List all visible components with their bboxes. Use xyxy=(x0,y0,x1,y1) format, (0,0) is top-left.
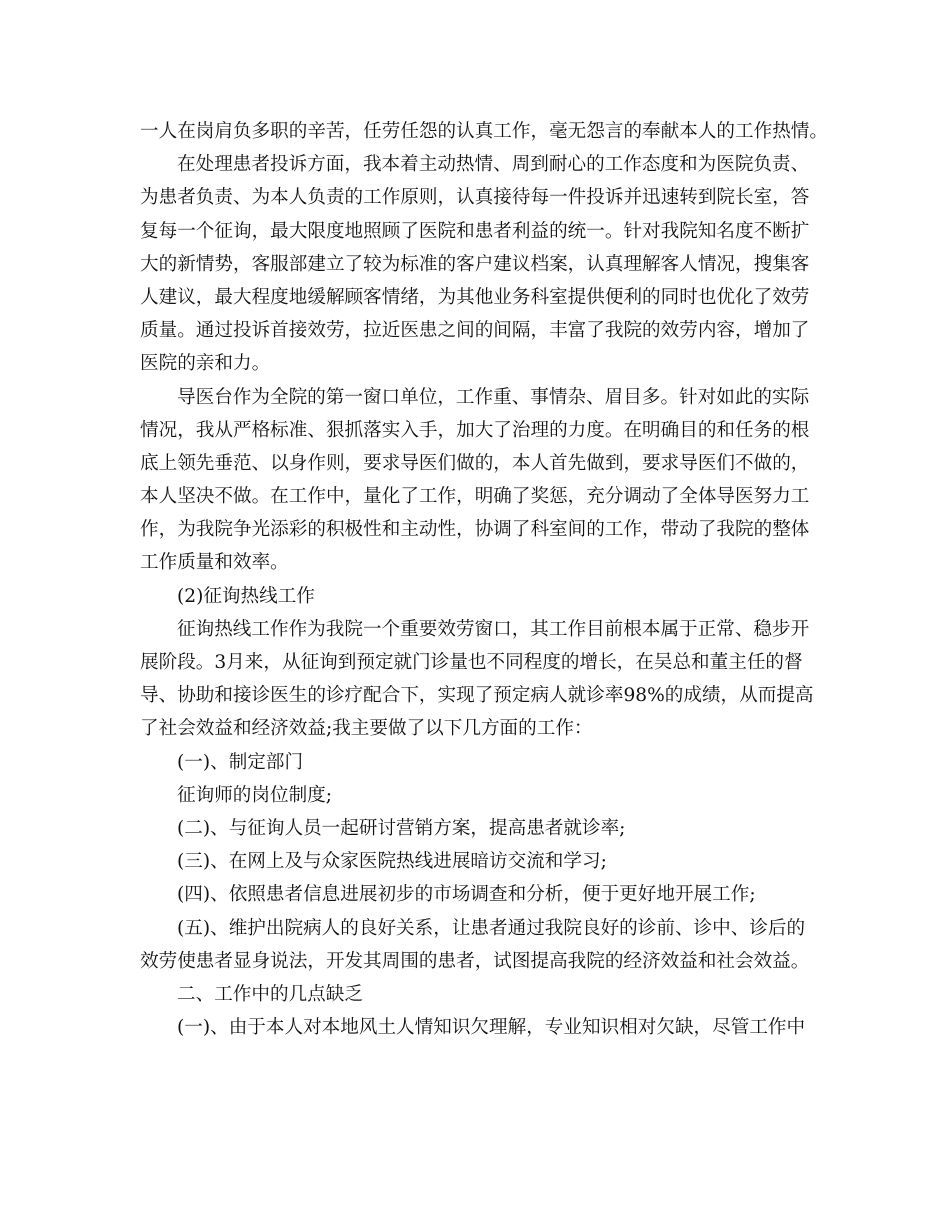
text-line: 为患者负责、为本人负责的工作原则，认真接待每一件投诉并迅速转到院长室，答 xyxy=(140,187,810,209)
text-line: 一人在岗肩负多职的辛苦，任劳任怨的认真工作，毫无怨言的奉献本人的工作热情。 xyxy=(140,121,828,142)
text-line: 医院的亲和力。 xyxy=(140,353,271,375)
text-line: 作，为我院争光添彩的积极性和主动性，协调了科室间的工作，带动了我院的整体 xyxy=(140,519,810,541)
text-line: 效劳使患者显身说法，开发其周围的患者，试图提高我院的经济效益和社会效益。 xyxy=(140,950,810,972)
list-item: (三)、在网上及与众家医院热线进展暗访交流和学习; xyxy=(177,851,607,873)
list-item: (二)、与征询人员一起研讨营销方案，提高患者就诊率; xyxy=(177,817,626,839)
section-heading: (2)征询热线工作 xyxy=(177,585,315,607)
text-line: 复每一个征询，最大限度地照顾了医院和患者利益的统一。针对我院知名度不断扩 xyxy=(140,220,810,242)
text-line: 在处理患者投诉方面，我本着主动热情、周到耐心的工作态度和为医院负责、 xyxy=(177,154,810,176)
section-heading: 二、工作中的几点缺乏 xyxy=(177,983,363,1005)
text-line: 大的新情势，客服部建立了较为标准的客户建议档案，认真理解客人情况，搜集客 xyxy=(140,253,810,275)
list-item: (五)、维护出院病人的良好关系，让患者通过我院良好的诊前、诊中、诊后的 xyxy=(177,917,806,939)
text-line: 了社会效益和经济效益;我主要做了以下几方面的工作： xyxy=(140,718,593,740)
text-line: 导医台作为全院的第一窗口单位，工作重、事情杂、眉目多。针对如此的实际 xyxy=(177,386,810,408)
text-line: 工作质量和效率。 xyxy=(140,552,289,574)
text-line: 本人坚决不做。在工作中，量化了工作，明确了奖惩，充分调动了全体导医努力工 xyxy=(140,486,810,508)
text-line: 情况，我从严格标准、狠抓落实入手，加大了治理的力度。在明确目的和任务的根 xyxy=(140,419,810,441)
text-line: 导、协助和接诊医生的诊疗配合下，实现了预定病人就诊率98%的成绩，从而提高 xyxy=(140,685,814,707)
list-item: (一)、由于本人对本地风土人情知识欠理解，专业知识相对欠缺，尽管工作中 xyxy=(177,1017,806,1039)
text-line: 征询热线工作作为我院一个重要效劳窗口，其工作目前根本属于正常、稳步开 xyxy=(177,618,810,640)
text-line: 质量。通过投诉首接效劳，拉近医患之间的间隔，丰富了我院的效劳内容，增加了 xyxy=(140,320,810,342)
text-line: 展阶段。3月来，从征询到预定就门诊量也不同程度的增长，在吴总和董主任的督 xyxy=(140,652,803,673)
document-body xyxy=(140,115,830,1044)
list-item: (一)、制定部门 xyxy=(177,751,304,773)
list-item: (四)、依照患者信息进展初步的市场调查和分析，便于更好地开展工作; xyxy=(177,884,756,906)
list-item: 征询师的岗位制度; xyxy=(177,784,333,806)
text-line: 底上领先垂范、以身作则，要求导医们做的，本人首先做到，要求导医们不做的， xyxy=(140,452,810,474)
text-line: 人建议，最大程度地缓解顾客情绪，为其他业务科室提供便利的同时也优化了效劳 xyxy=(140,286,810,308)
